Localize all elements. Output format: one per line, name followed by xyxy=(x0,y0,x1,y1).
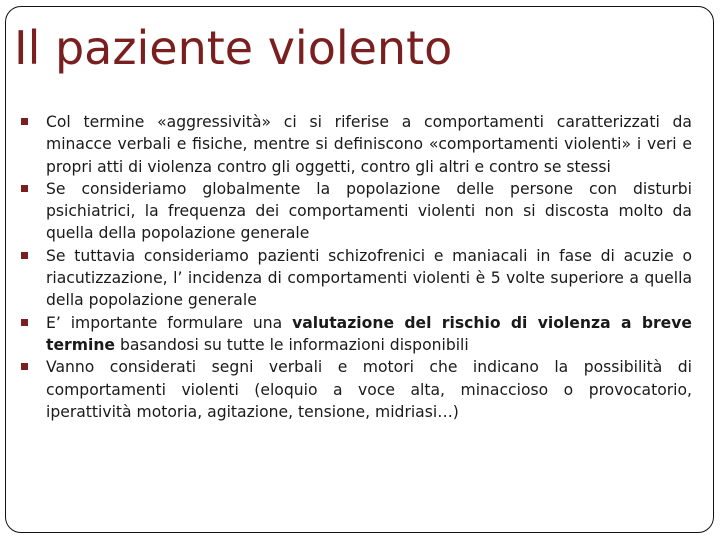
square-bullet-icon xyxy=(21,319,28,326)
square-bullet-icon xyxy=(21,363,28,370)
square-bullet-icon xyxy=(21,118,28,125)
square-bullet-icon xyxy=(21,185,28,192)
bullet-text-2: Se consideriamo globalmente la popolazione delle persone con disturbi psichiatrici, la frequenza dei comportamenti violenti non si discosta molto da quella della popolazione generale xyxy=(46,179,692,243)
bullet-text-3: Se tuttavia consideriamo pazienti schizofrenici e maniacali in fase di acuzie o riacutizzazione, l’ incidenza di comportamenti violenti è 5 volte superiore a quella della popolazione generale xyxy=(46,246,692,310)
bullet-item-1 xyxy=(20,111,692,178)
bullet-item-3 xyxy=(20,245,692,312)
bullet-list xyxy=(20,111,692,423)
bullet-text-1: Col termine «aggressività» ci si riferise a comportamenti caratterizzati da minacce verbali e fisiche, mentre si definiscono «comportamenti violenti» i veri e propri atti di violenza contro gli oggetti, contro gli altri e contro se stessi xyxy=(46,113,692,176)
slide-title: Il paziente violento xyxy=(14,21,453,75)
bullet-text-4-start: E’ importante formulare una xyxy=(46,313,293,332)
bullet-text-4-end: basandosi su tutte le informazioni disponibili xyxy=(115,335,469,354)
bullet-item-4 xyxy=(20,312,692,357)
bullet-text-5: Vanno considerati segni verbali e motori che indicano la possibilità di comportamenti violenti (eloquio a voce alta, minaccioso o provocatorio, iperattività motoria, agitazione, tensione, midriasi…) xyxy=(46,358,692,421)
bullet-text-4-emphasis: valutazione del rischio di violenza a breve termine xyxy=(46,313,692,354)
bullet-item-2 xyxy=(20,178,692,245)
bullet-item-5 xyxy=(20,356,692,423)
square-bullet-icon xyxy=(21,252,28,259)
